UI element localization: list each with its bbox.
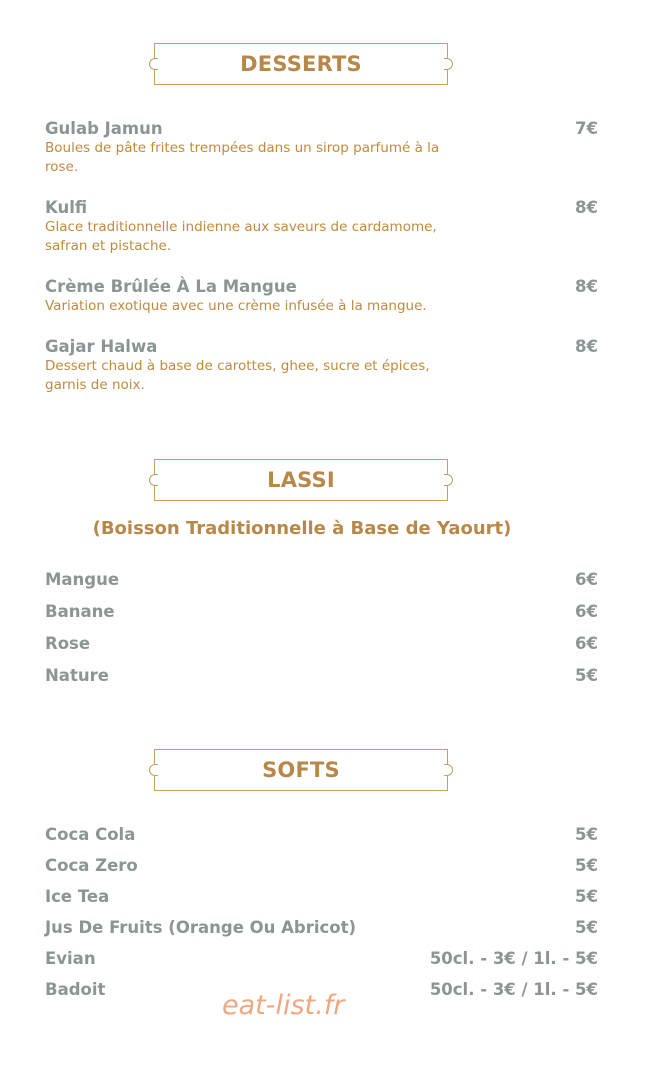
item-price: 5€ — [575, 856, 598, 875]
menu-item-gajar-halwa — [45, 337, 598, 395]
item-description: Dessert chaud à base de carottes, ghee, sucre et épices, garnis de noix. — [45, 358, 430, 393]
menu-item-gulab-jamun — [45, 119, 598, 177]
item-name: Jus De Fruits (Orange Ou Abricot) — [45, 918, 357, 937]
lassi-subtitle: (Boisson Traditionnelle à Base de Yaourt) — [92, 518, 512, 539]
banner-hook-right-icon — [444, 474, 453, 486]
banner-hook-left-icon — [149, 474, 158, 486]
item-description: Boules de pâte frites trempées dans un sirop parfumé à la rose. — [45, 140, 440, 175]
item-name: Gajar Halwa — [45, 337, 158, 356]
item-name: Coca Cola — [45, 825, 136, 844]
item-price: 5€ — [575, 918, 598, 937]
item-name: Evian — [45, 949, 96, 968]
item-name: Kulfi — [45, 198, 88, 217]
item-price: 8€ — [575, 198, 598, 217]
item-price: 8€ — [575, 277, 598, 296]
menu-item-coca-zero — [45, 856, 598, 875]
item-name: Badoit — [45, 980, 106, 999]
banner-hook-left-icon — [149, 764, 158, 776]
menu-item-kulfi — [45, 198, 598, 256]
item-name: Rose — [45, 634, 91, 653]
menu-item-ice-tea — [45, 887, 598, 906]
item-price: 50cl. - 3€ / 1l. - 5€ — [429, 949, 598, 968]
softs-header — [154, 749, 448, 791]
item-description: Variation exotique avec une crème infusée à la mangue. — [45, 298, 427, 314]
item-price: 5€ — [575, 887, 598, 906]
item-price: 6€ — [575, 634, 598, 653]
item-price: 5€ — [575, 666, 598, 685]
lassi-title: LASSI — [267, 468, 335, 492]
lassi-header — [154, 459, 448, 501]
banner-hook-right-icon — [444, 764, 453, 776]
item-price: 8€ — [575, 337, 598, 356]
menu-item-rose — [45, 634, 598, 653]
item-name: Mangue — [45, 570, 120, 589]
item-price: 50cl. - 3€ / 1l. - 5€ — [429, 980, 598, 999]
item-name: Banane — [45, 602, 115, 621]
item-name: Gulab Jamun — [45, 119, 163, 138]
desserts-header — [154, 43, 448, 85]
menu-item-mangue — [45, 570, 598, 589]
menu-item-nature — [45, 666, 598, 685]
item-price: 7€ — [575, 119, 598, 138]
banner-hook-right-icon — [444, 58, 453, 70]
desserts-title: DESSERTS — [240, 52, 362, 76]
item-name: Coca Zero — [45, 856, 138, 875]
menu-item-banane — [45, 602, 598, 621]
watermark: eat-list.fr — [222, 990, 345, 1021]
item-description: Glace traditionnelle indienne aux saveurs de cardamome, safran et pistache. — [45, 219, 437, 254]
item-name: Crème Brûlée À La Mangue — [45, 277, 297, 296]
item-price: 6€ — [575, 602, 598, 621]
item-name: Ice Tea — [45, 887, 110, 906]
menu-item-creme-brulee — [45, 277, 598, 316]
menu-item-jus-de-fruits — [45, 918, 598, 937]
menu-item-evian — [45, 949, 598, 968]
item-price: 6€ — [575, 570, 598, 589]
menu-item-coca-cola — [45, 825, 598, 844]
item-name: Nature — [45, 666, 109, 685]
softs-title: SOFTS — [262, 758, 340, 782]
item-price: 5€ — [575, 825, 598, 844]
banner-hook-left-icon — [149, 58, 158, 70]
